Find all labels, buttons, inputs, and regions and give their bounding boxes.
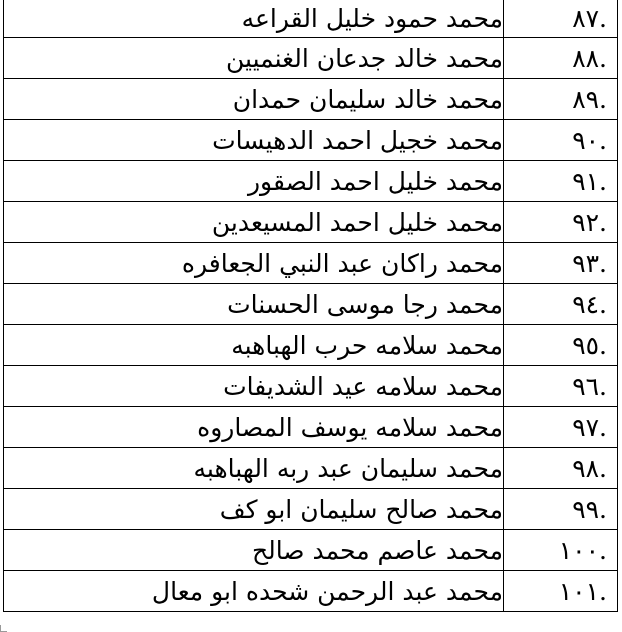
row-number: ٨٨. (572, 43, 607, 73)
row-number: ٩٢. (572, 207, 607, 237)
row-number-cell (504, 325, 618, 366)
row-name: محمد خالد سليمان حمدان (4, 79, 504, 120)
row-name: محمد سلامه حرب الهباهبه (4, 325, 504, 366)
page-corner-mark (0, 625, 7, 632)
row-name: محمد سلامه عيد الشديفات (4, 366, 504, 407)
table-row (4, 38, 618, 79)
row-number-cell (504, 202, 618, 243)
row-name: محمد صالح سليمان ابو كف (4, 489, 504, 530)
row-number-cell (504, 0, 618, 38)
table-row (4, 120, 618, 161)
table-row (4, 571, 618, 612)
names-table-body (4, 0, 618, 612)
table-row (4, 284, 618, 325)
row-name: محمد سليمان عبد ربه الهباهبه (4, 448, 504, 489)
row-number-cell (504, 530, 618, 571)
row-number-cell (504, 79, 618, 120)
row-number-cell (504, 120, 618, 161)
row-number-cell (504, 571, 618, 612)
row-number: ٨٩. (572, 84, 607, 114)
row-name: محمد رجا موسى الحسنات (4, 284, 504, 325)
row-number: ١٠١. (558, 576, 607, 606)
table-row (4, 243, 618, 284)
table-row (4, 161, 618, 202)
row-number: ٩٦. (572, 371, 607, 401)
row-name: محمد عبد الرحمن شحده ابو معال (4, 571, 504, 612)
row-number-cell (504, 243, 618, 284)
row-number: ٩٤. (572, 289, 607, 319)
row-number: ٩٧. (572, 412, 607, 442)
row-number: ٩٥. (572, 330, 607, 360)
row-name: محمد خجيل احمد الدهيسات (4, 120, 504, 161)
row-number: ٩٠. (572, 125, 607, 155)
row-name: محمد سلامه يوسف المصاروه (4, 407, 504, 448)
row-name: محمد خالد جدعان الغنميين (4, 38, 504, 79)
row-number-cell (504, 161, 618, 202)
row-number: ٩٨. (572, 453, 607, 483)
row-number-cell (504, 366, 618, 407)
row-name: محمد راكان عبد النبي الجعافره (4, 243, 504, 284)
row-number: ٨٧. (572, 4, 607, 33)
row-number-cell (504, 284, 618, 325)
row-number: ٩٣. (572, 248, 607, 278)
row-name: محمد عاصم محمد صالح (4, 530, 504, 571)
table-row (4, 202, 618, 243)
row-name: محمد خليل احمد الصقور (4, 161, 504, 202)
table-row (4, 0, 618, 38)
table-row (4, 366, 618, 407)
row-number-cell (504, 407, 618, 448)
row-number: ٩٩. (572, 494, 607, 524)
row-number: ١٠٠. (558, 535, 607, 565)
table-row (4, 407, 618, 448)
table-row (4, 530, 618, 571)
table-row (4, 489, 618, 530)
row-number: ٩١. (572, 166, 607, 196)
row-name: محمد خليل احمد المسيعدين (4, 202, 504, 243)
row-name: محمد حمود خليل القراعه (4, 0, 504, 38)
row-number-cell (504, 489, 618, 530)
table-row (4, 325, 618, 366)
row-number-cell (504, 448, 618, 489)
table-row (4, 448, 618, 489)
names-table (3, 0, 618, 612)
row-number-cell (504, 38, 618, 79)
table-row (4, 79, 618, 120)
